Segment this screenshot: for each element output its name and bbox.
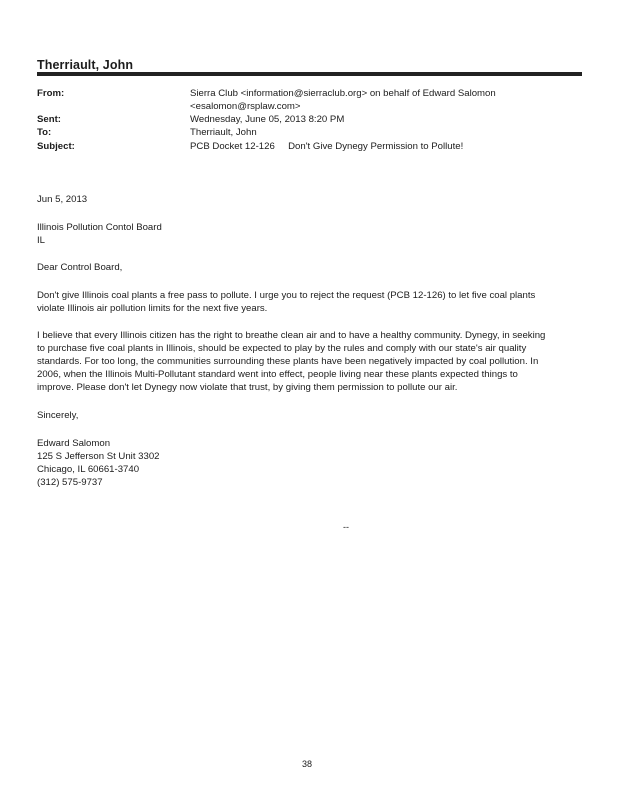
salutation: Dear Control Board, bbox=[37, 262, 123, 273]
paragraph-line: improve. Please don't let Dynegy now violate that trust, by giving them permission to pollute our air. bbox=[37, 382, 458, 393]
subject-value: PCB Docket 12-126 Don't Give Dynegy Permission to Pollute! bbox=[190, 141, 464, 152]
signature-name: Edward Salomon bbox=[37, 438, 111, 449]
recipient-address bbox=[37, 221, 582, 247]
closing: Sincerely, bbox=[37, 410, 79, 421]
to-label: To: bbox=[37, 127, 52, 138]
sent-label: Sent: bbox=[37, 114, 61, 125]
paragraph-line: Don't give Illinois coal plants a free pass to pollute. I urge you to reject the request (PCB 12-126) to let five coal plants bbox=[37, 290, 536, 301]
paragraph-line: I believe that every Illinois citizen has the right to breathe clean air and to have a healthy community. Dynegy, in seeking bbox=[37, 330, 546, 341]
paragraph-1 bbox=[37, 289, 582, 315]
paragraph-2 bbox=[37, 329, 582, 394]
paragraph-line: standards. For too long, the communities surrounding these plants have been negatively impacted by coal pollution. In bbox=[37, 356, 539, 367]
header-rule bbox=[37, 72, 582, 76]
signature-phone: (312) 575-9737 bbox=[37, 477, 103, 488]
paragraph-line: 2006, when the Illinois Multi-Pollutant standard went into effect, people living near these plants expected things to bbox=[37, 369, 518, 380]
to-value: Therriault, John bbox=[190, 127, 257, 138]
recipient-line: Illinois Pollution Contol Board bbox=[37, 222, 162, 233]
sent-value: Wednesday, June 05, 2013 8:20 PM bbox=[190, 114, 345, 125]
signature-address: 125 S Jefferson St Unit 3302 bbox=[37, 451, 160, 462]
from-value-line2: <esalomon@rsplaw.com> bbox=[190, 101, 301, 112]
separator-dashes: -- bbox=[343, 522, 349, 532]
signature-address: Chicago, IL 60661-3740 bbox=[37, 464, 140, 475]
message-date: Jun 5, 2013 bbox=[37, 194, 88, 205]
mailbox-owner-name: Therriault, John bbox=[37, 58, 134, 72]
signature-block bbox=[37, 437, 582, 489]
paragraph-line: violate Illinois air pollution limits for the next five years. bbox=[37, 303, 268, 314]
page-number: 38 bbox=[302, 759, 313, 769]
recipient-line: IL bbox=[37, 235, 46, 246]
paragraph-line: to purchase five coal plants in Illinois, should be expected to play by the rules and comply with our state's air quality bbox=[37, 343, 527, 354]
from-value-line1: Sierra Club <information@sierraclub.org> on behalf of Edward Salomon bbox=[190, 88, 496, 99]
subject-label: Subject: bbox=[37, 141, 75, 152]
from-label: From: bbox=[37, 88, 65, 99]
